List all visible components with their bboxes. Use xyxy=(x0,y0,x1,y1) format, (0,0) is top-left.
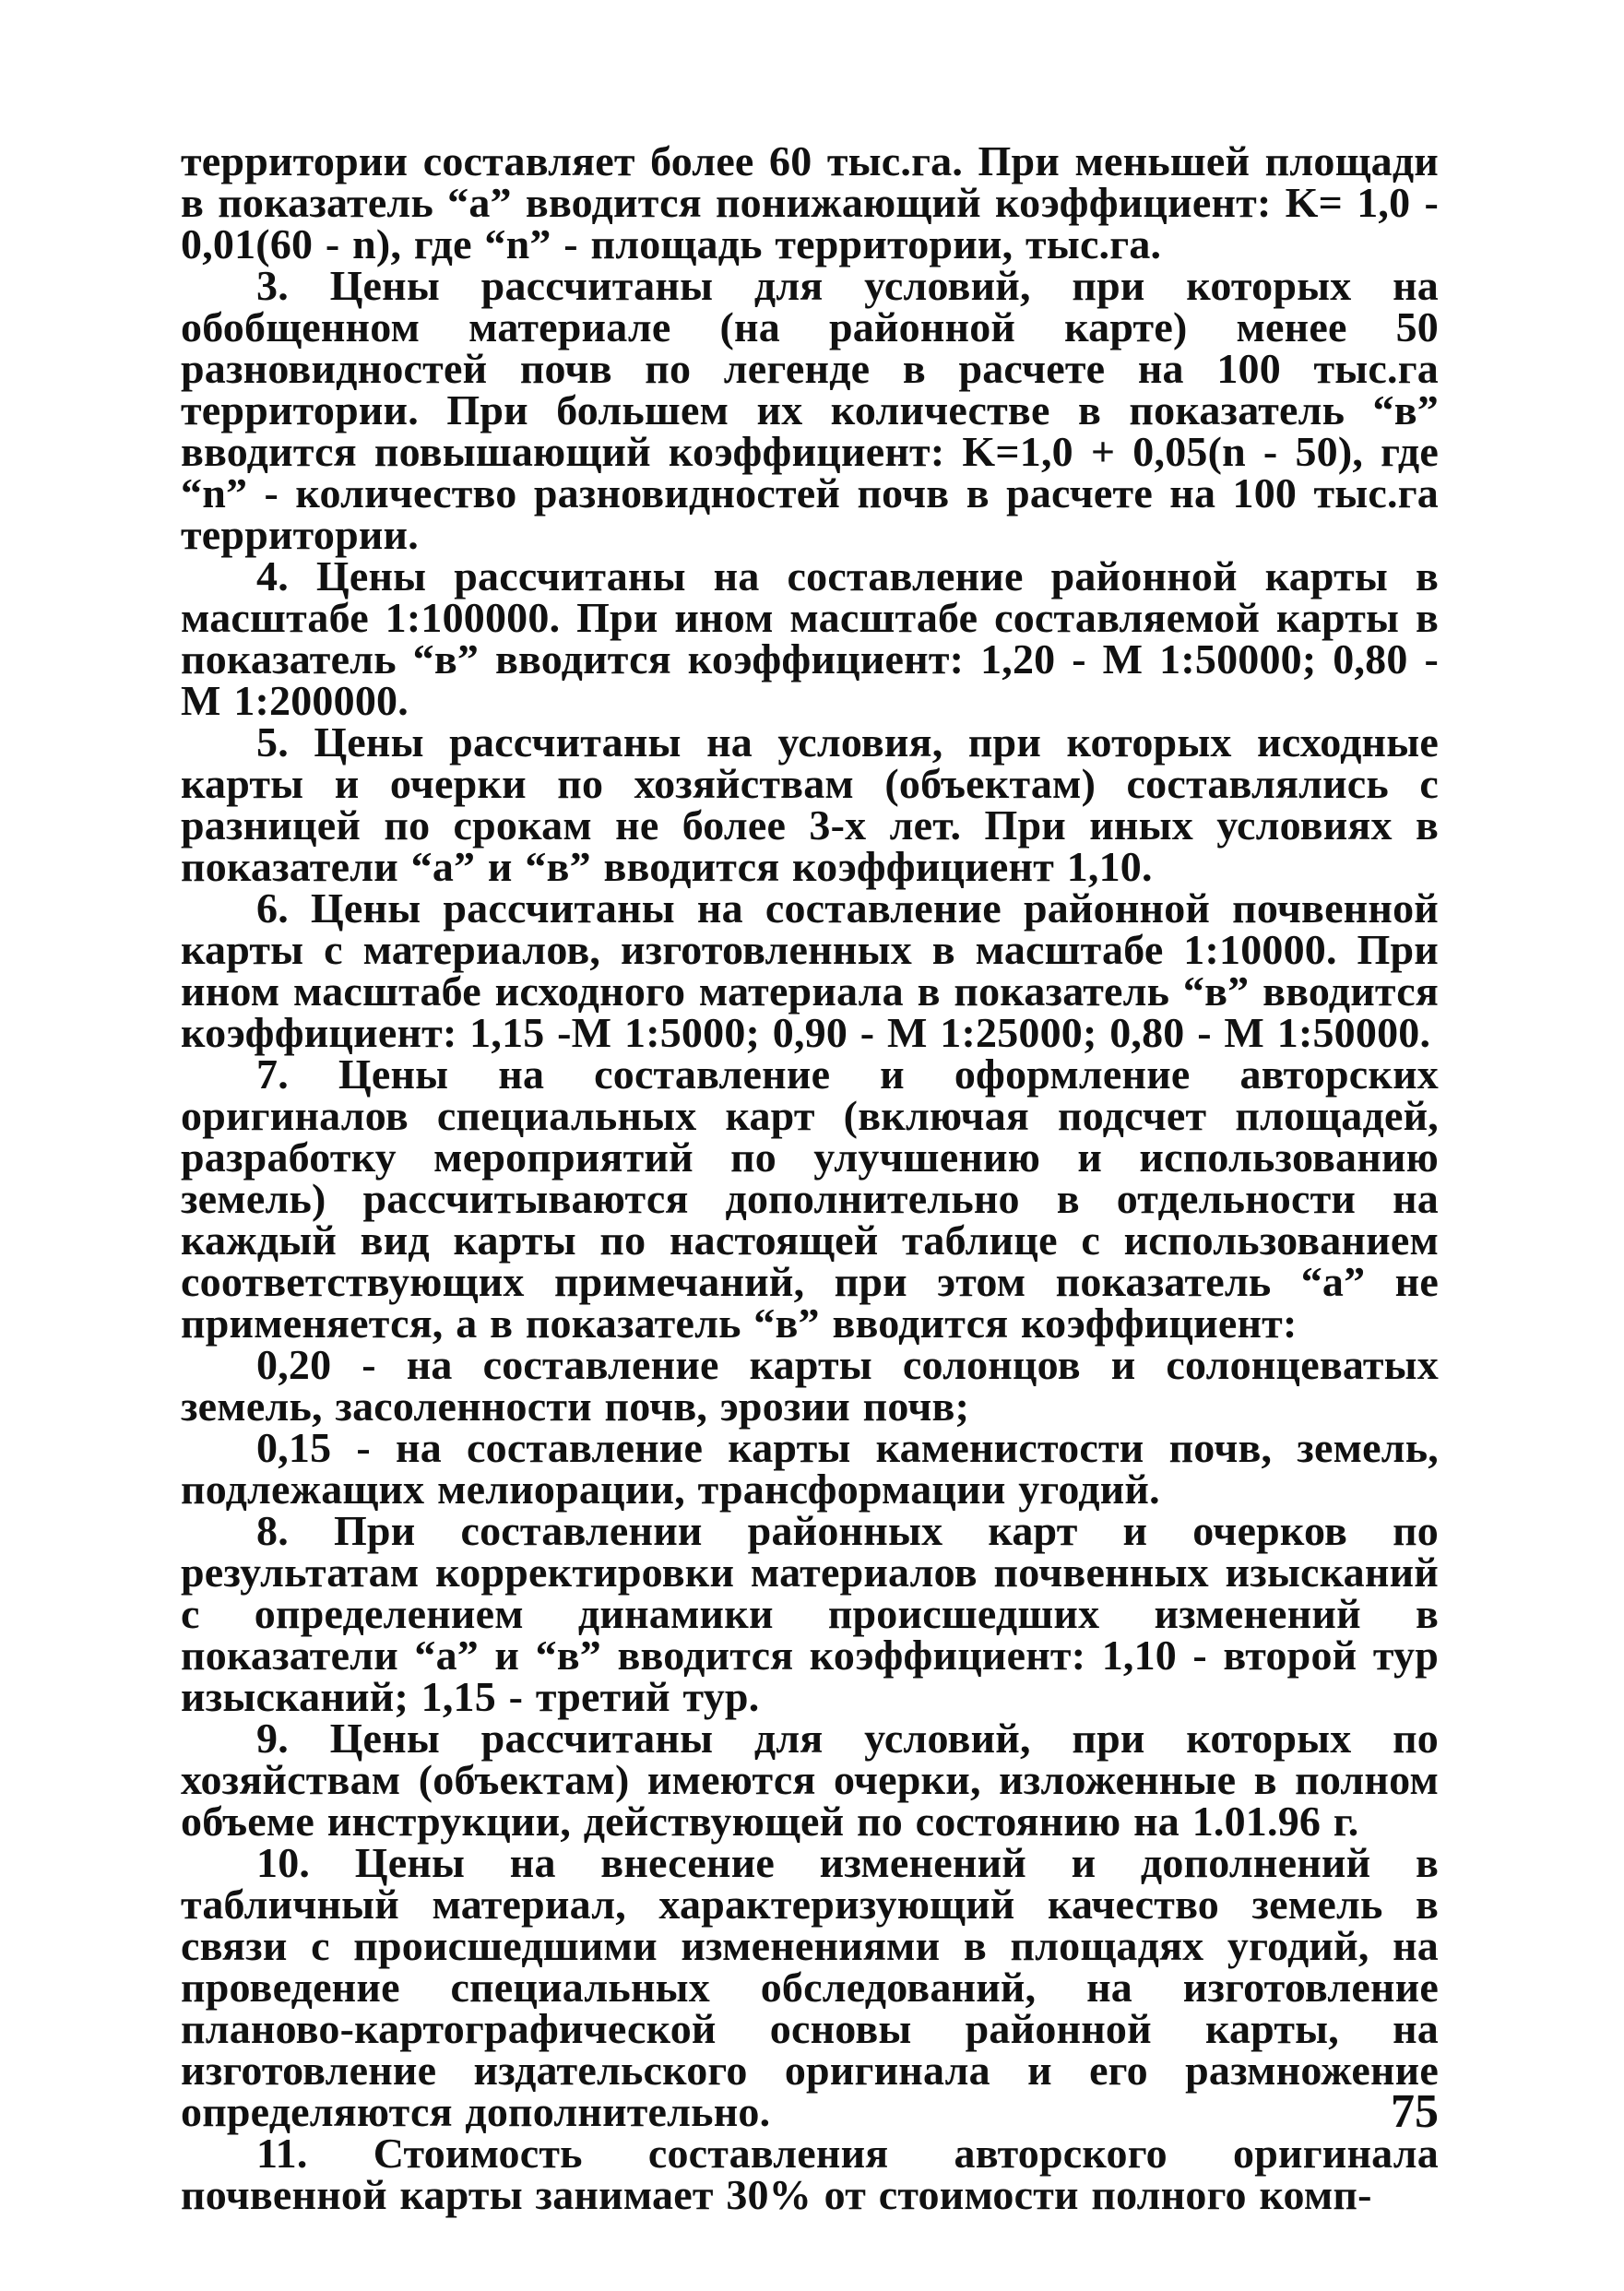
paragraph-note-7-item-1: 0,20 - на составление карты солонцов и солонцеватых земель, засоленности почв, эрозии почв; xyxy=(181,1341,1439,1430)
paragraph-note-4: 4. Цены рассчитаны на составление районной карты в масштабе 1:100000. При ином масштабе составляемой карты в показатель “в” вводится коэффициент: 1,20 - М 1:50000; 0,80 - М 1:200000. xyxy=(181,552,1439,724)
paragraph-note-7: 7. Цены на составление и оформление авторских оригиналов специальных карт (включая подсчет площадей, разработку мероприятий по улучшению и использованию земель) рассчитываются дополнительно в отдельности на каждый вид карты по настоящей таблице с использованием соответствующих примечаний, при этом показатель “а” не применяется, а в показатель “в” вводится коэффициент: xyxy=(181,1051,1439,1347)
paragraph-continuation: территории составляет более 60 тыс.га. При меньшей площади в показатель “а” вводится понижающий коэффициент: K= 1,0 - 0,01(60 - n), где “n” - площадь территории, тыс.га. xyxy=(181,137,1439,267)
paragraph-note-8: 8. При составлении районных карт и очерков по результатам корректировки материалов почвенных изысканий с определением динамики происшедших изменений в показатели “а” и “в” вводится коэффициент: 1,10 - второй тур изысканий; 1,15 - третий тур. xyxy=(181,1507,1439,1720)
paragraph-note-9: 9. Цены рассчитаны для условий, при которых по хозяйствам (объектам) имеются очерки, изложенные в полном объеме инструкции, действующей по состоянию на 1.01.96 г. xyxy=(181,1715,1439,1845)
page-number: 75 xyxy=(1391,2085,1439,2138)
paragraph-note-7-item-2: 0,15 - на составление карты каменистости почв, земель, подлежащих мелиорации, трансформации угодий. xyxy=(181,1424,1439,1513)
paragraph-note-11: 11. Стоимость составления авторского оригинала почвенной карты занимает 30% от стоимости полного комп- xyxy=(181,2130,1439,2218)
paragraph-note-10: 10. Цены на внесение изменений и дополнений в табличный материал, характеризующий качество земель в связи с происшедшими изменениями в площадях угодий, на проведение специальных обследований, на изготовление планово-картографической основы районной карты, на изготовление издательского оригинала и его размножение определяются дополнительно. xyxy=(181,1839,1439,2135)
paragraph-note-6: 6. Цены рассчитаны на составление районной почвенной карты с материалов, изготовленных в масштабе 1:10000. При ином масштабе исходного материала в показатель “в” вводится коэффициент: 1,15 -М 1:5000; 0,90 - М 1:25000; 0,80 - М 1:50000. xyxy=(181,884,1439,1056)
paragraph-note-3: 3. Цены рассчитаны для условий, при которых на обобщенном материале (на районной карте) менее 50 разновидностей почв по легенде в расчете на 100 тыс.га территории. При большем их количестве в показатель “в” вводится повышающий коэффициент: K=1,0 + 0,05(n - 50), где “n” - количество разновидностей почв в расчете на 100 тыс.га территории. xyxy=(181,262,1439,558)
body-text xyxy=(181,137,1439,2218)
paragraph-note-5: 5. Цены рассчитаны на условия, при которых исходные карты и очерки по хозяйствам (объектам) составлялись с разницей по срокам не более 3-х лет. При иных условиях в показатели “а” и “в” вводится коэффициент 1,10. xyxy=(181,718,1439,890)
